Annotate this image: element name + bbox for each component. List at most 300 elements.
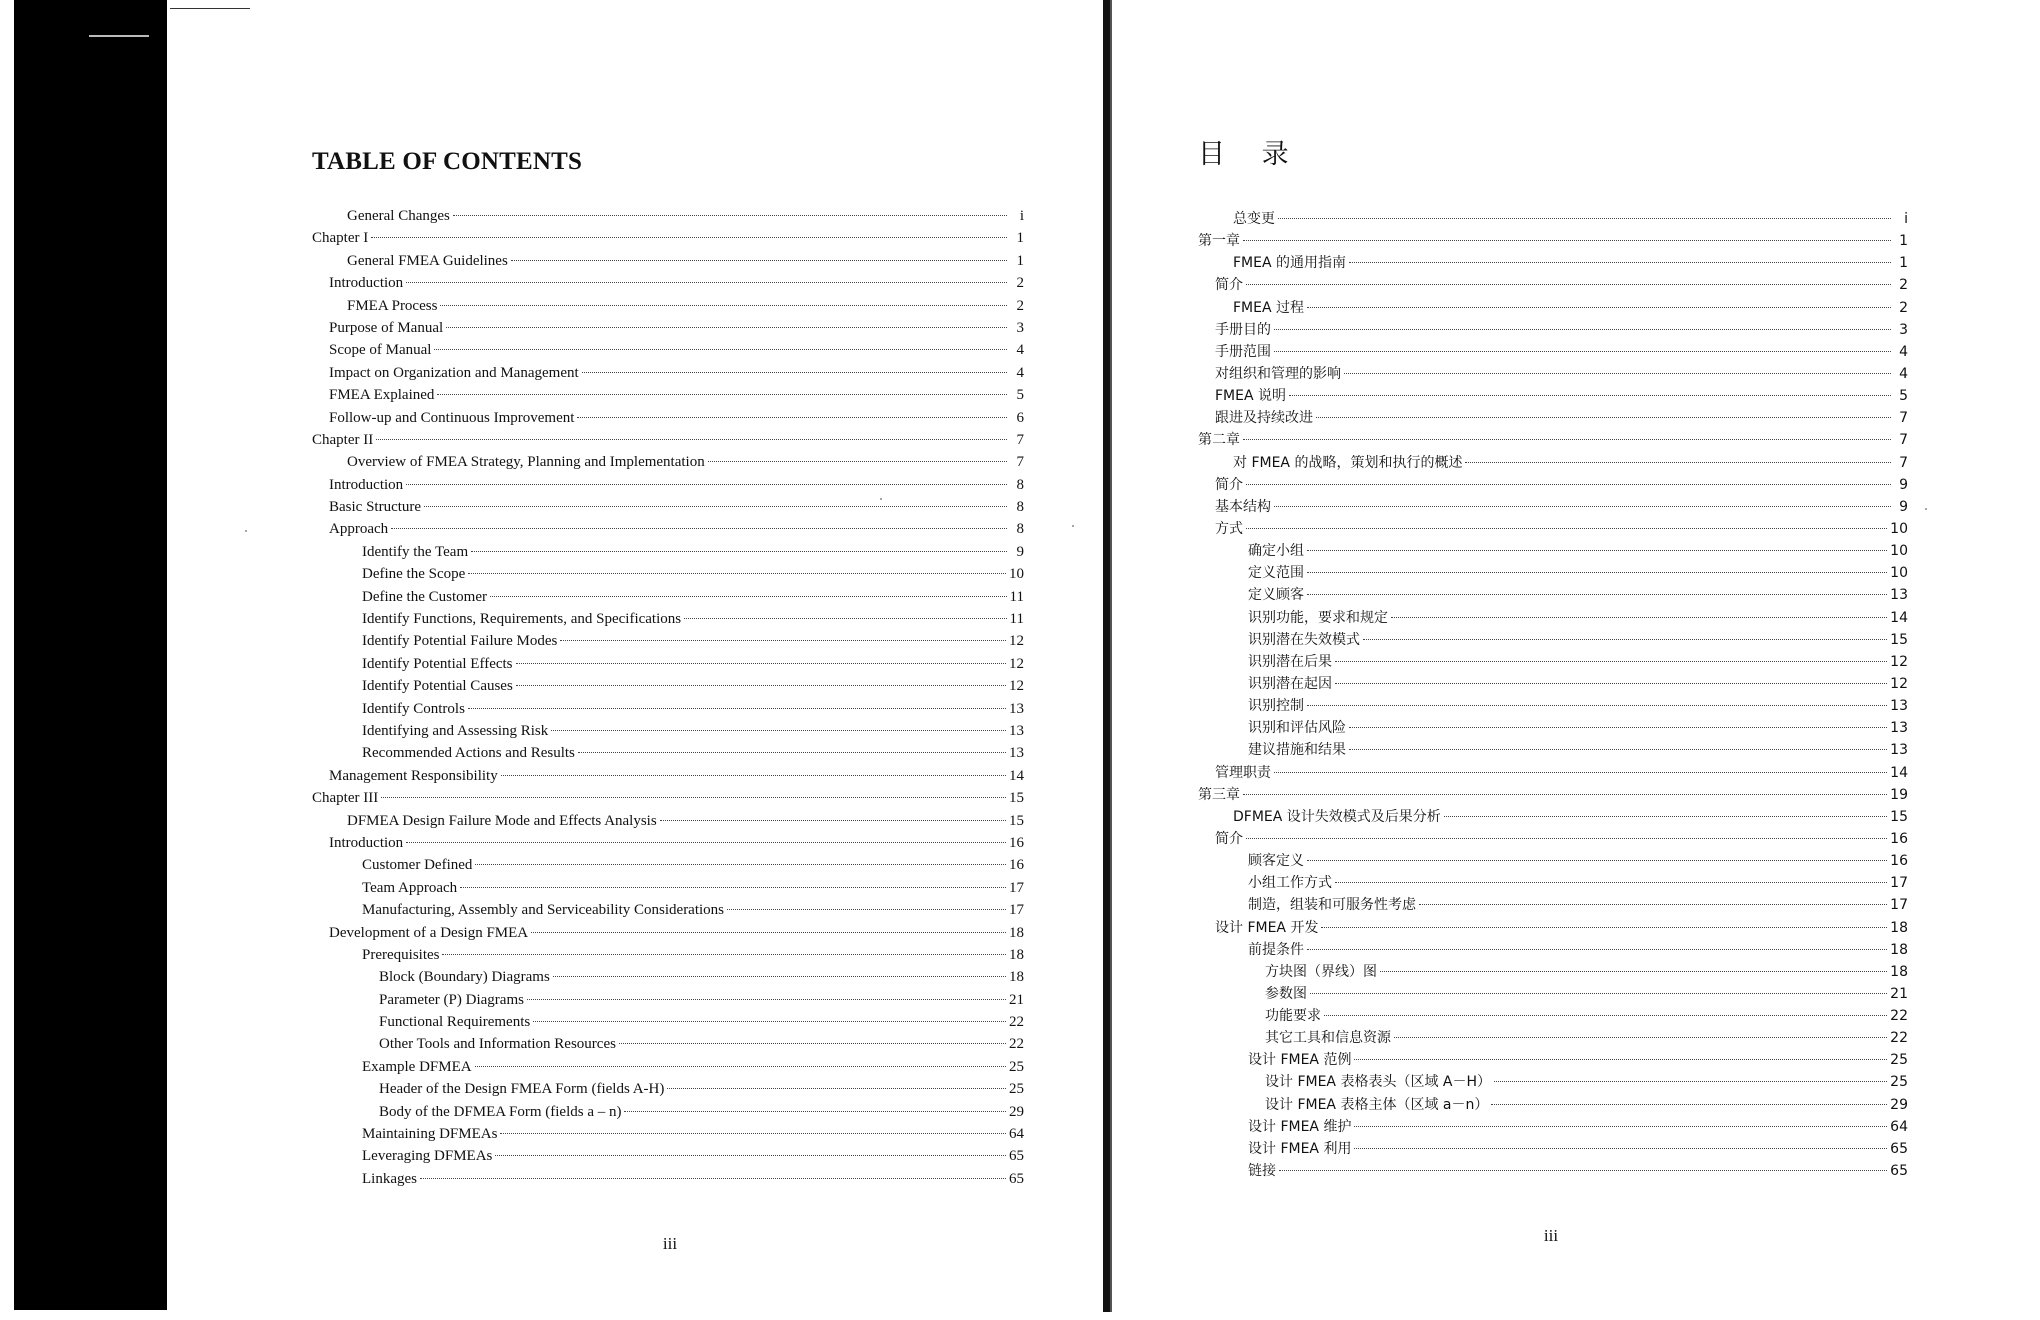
toc-entry (312, 1056, 1024, 1078)
toc-entry-label: 识别控制 (1248, 698, 1304, 715)
toc-entry-page: 14 (1890, 609, 1908, 626)
toc-entry-label: Identify the Team (362, 543, 469, 560)
toc-entry (312, 787, 1024, 809)
toc-dot-leader (442, 953, 1006, 955)
toc-entry-page: 15 (1890, 631, 1908, 648)
toc-entry-label: 跟进及持续改进 (1215, 410, 1313, 427)
toc-entry (312, 675, 1024, 697)
toc-entry-page: 25 (1009, 1081, 1024, 1098)
toc-entry-label: 手册目的 (1215, 321, 1271, 338)
toc-entry-page: 3 (1016, 319, 1024, 336)
toc-entry-page: 10 (1009, 566, 1024, 583)
toc-entry-label: Purpose of Manual (329, 319, 444, 336)
toc-entry-page: 8 (1016, 521, 1024, 538)
toc-entry (312, 922, 1024, 944)
toc-entry-page: 9 (1016, 543, 1024, 560)
toc-entry-page: 10 (1890, 565, 1908, 582)
toc-entry-label: FMEA 的通用指南 (1233, 255, 1347, 272)
toc-entry (1198, 1138, 1908, 1160)
scan-center-fold-edge (1110, 0, 1112, 1312)
toc-dot-leader (453, 214, 1007, 216)
toc-dot-leader (1246, 283, 1891, 285)
toc-entry-page: 4 (1016, 364, 1024, 381)
toc-entry-label: 方式 (1215, 520, 1243, 537)
toc-entry-label: 参数图 (1265, 985, 1307, 1002)
toc-dot-leader (1307, 859, 1887, 861)
toc-entry-page: 3 (1899, 321, 1908, 338)
toc-entry-label: 简介 (1215, 476, 1243, 493)
toc-entry (1198, 983, 1908, 1005)
toc-entry (1198, 651, 1908, 673)
toc-entry-page: 64 (1890, 1118, 1908, 1135)
toc-dot-leader (1354, 1125, 1887, 1127)
toc-entry (312, 429, 1024, 451)
toc-dot-leader (471, 550, 1007, 552)
toc-entry-label: FMEA Explained (329, 387, 435, 404)
toc-entry (312, 765, 1024, 787)
toc-entry (312, 877, 1024, 899)
toc-entry-page: 13 (1890, 720, 1908, 737)
toc-dot-leader (440, 304, 1007, 306)
toc-entry-page: 65 (1009, 1170, 1024, 1187)
toc-entry-page: 29 (1009, 1103, 1024, 1120)
toc-entry (312, 698, 1024, 720)
toc-entry-page: 21 (1009, 991, 1024, 1008)
toc-dot-leader (578, 751, 1006, 753)
toc-dot-leader (1243, 239, 1891, 241)
toc-dot-leader (1278, 217, 1891, 219)
toc-page-english (312, 145, 1024, 1190)
toc-entry-page: 6 (1016, 409, 1024, 426)
toc-entry (312, 944, 1024, 966)
toc-entry (312, 317, 1024, 339)
toc-entry-label: Maintaining DFMEAs (362, 1126, 498, 1143)
toc-entry-label: Identify Potential Effects (362, 655, 513, 672)
toc-entry (1198, 407, 1908, 429)
toc-dot-leader (551, 729, 1006, 731)
toc-entry-label: Define the Scope (362, 566, 466, 583)
toc-entry-page: 1 (1016, 252, 1024, 269)
toc-dot-leader (406, 281, 1007, 283)
toc-list (1198, 208, 1908, 1182)
toc-entry (1198, 939, 1908, 961)
toc-entry (1198, 1116, 1908, 1138)
toc-entry-page: 7 (1016, 431, 1024, 448)
toc-dot-leader (1307, 306, 1891, 308)
toc-entry-label: Define the Customer (362, 588, 487, 605)
toc-entry-page: 25 (1009, 1058, 1024, 1075)
toc-entry-page: 7 (1899, 410, 1908, 427)
toc-dot-leader (1274, 771, 1887, 773)
toc-entry-label: Approach (329, 521, 389, 538)
toc-entry-page: i (1019, 208, 1024, 224)
toc-entry-label: 链接 (1248, 1163, 1276, 1180)
toc-entry-label: Functional Requirements (379, 1014, 531, 1031)
toc-list (312, 205, 1024, 1190)
toc-dot-leader (1279, 1169, 1887, 1171)
toc-dot-leader (1307, 549, 1887, 551)
toc-dot-leader (511, 259, 1007, 261)
toc-entry (312, 966, 1024, 988)
toc-entry (312, 339, 1024, 361)
toc-dot-leader (1274, 505, 1891, 507)
toc-dot-leader (1335, 881, 1887, 883)
toc-dot-leader (1316, 416, 1891, 418)
toc-entry-page: 12 (1890, 653, 1908, 670)
toc-entry-page: 25 (1890, 1052, 1908, 1069)
toc-entry (1198, 894, 1908, 916)
toc-entry-page: 15 (1009, 812, 1024, 829)
toc-entry (1198, 584, 1908, 606)
toc-entry-page: 18 (1009, 946, 1024, 963)
toc-entry (312, 205, 1024, 227)
toc-entry-page: 14 (1009, 767, 1024, 784)
toc-entry-page: 22 (1890, 1030, 1908, 1047)
toc-entry (1198, 230, 1908, 252)
toc-entry (1198, 629, 1908, 651)
toc-entry (1198, 518, 1908, 540)
toc-entry (1198, 562, 1908, 584)
toc-entry-label: General FMEA Guidelines (347, 252, 508, 269)
toc-dot-leader (727, 908, 1006, 910)
toc-entry-label: Block (Boundary) Diagrams (379, 969, 550, 986)
toc-entry-label: Follow-up and Continuous Improvement (329, 409, 575, 426)
toc-entry-page: 14 (1890, 764, 1908, 781)
toc-dot-leader (434, 348, 1007, 350)
toc-dot-leader (1444, 815, 1887, 817)
toc-entry (312, 810, 1024, 832)
toc-entry-label: 简介 (1215, 830, 1243, 847)
toc-entry-label: Chapter I (312, 230, 369, 247)
toc-dot-leader (660, 819, 1006, 821)
toc-entry-label: Identify Potential Causes (362, 678, 513, 695)
toc-entry-page: 65 (1890, 1140, 1908, 1157)
toc-dot-leader (527, 998, 1006, 1000)
toc-dot-leader (500, 1132, 1006, 1134)
toc-dot-leader (619, 1042, 1006, 1044)
scan-speck (1072, 525, 1074, 527)
toc-entry-label: Other Tools and Information Resources (379, 1036, 616, 1053)
toc-dot-leader (1324, 1014, 1887, 1016)
toc-entry-label: Identifying and Assessing Risk (362, 722, 549, 739)
toc-dot-leader (533, 1020, 1006, 1022)
toc-entry (312, 630, 1024, 652)
scan-speck (1925, 508, 1927, 510)
toc-entry-label: Development of a Design FMEA (329, 924, 529, 941)
toc-dot-leader (376, 438, 1007, 440)
toc-entry (1198, 1071, 1908, 1093)
toc-entry-page: 13 (1009, 745, 1024, 762)
toc-entry-page: 11 (1009, 588, 1024, 605)
toc-entry-label: 顾客定义 (1248, 853, 1304, 870)
toc-entry-page: 5 (1899, 388, 1908, 405)
toc-dot-leader (495, 1154, 1006, 1156)
toc-dot-leader (1354, 1058, 1887, 1060)
toc-entry (1198, 872, 1908, 894)
toc-entry (312, 384, 1024, 406)
toc-entry-page: 18 (1009, 924, 1024, 941)
toc-entry-label: 第一章 (1198, 233, 1240, 250)
toc-entry-label: Introduction (329, 834, 404, 851)
toc-entry (1198, 1094, 1908, 1116)
page-number: iii (662, 1234, 678, 1253)
toc-entry-label: Body of the DFMEA Form (fields a – n) (379, 1103, 622, 1120)
toc-entry-label: 其它工具和信息资源 (1265, 1030, 1391, 1047)
toc-entry-label: 功能要求 (1265, 1008, 1321, 1025)
toc-entry (312, 496, 1024, 518)
toc-dot-leader (667, 1087, 1006, 1089)
toc-entry-page: 17 (1890, 897, 1908, 914)
toc-entry (1198, 828, 1908, 850)
toc-entry-page: 22 (1009, 1036, 1024, 1053)
toc-dot-leader (381, 796, 1006, 798)
toc-entry (312, 227, 1024, 249)
toc-entry-label: Chapter III (312, 790, 379, 807)
scan-speck (245, 530, 247, 532)
toc-entry (1198, 1005, 1908, 1027)
toc-entry-label: 设计 FMEA 开发 (1215, 919, 1319, 936)
toc-entry-page: 2 (1016, 297, 1024, 314)
toc-entry-page: 10 (1890, 520, 1908, 537)
toc-entry-label: Introduction (329, 275, 404, 292)
toc-dot-leader (1274, 328, 1891, 330)
toc-dot-leader (708, 460, 1007, 462)
toc-dot-leader (1344, 372, 1891, 374)
toc-dot-leader (1246, 483, 1891, 485)
toc-entry (1198, 1049, 1908, 1071)
toc-entry-label: 建议措施和结果 (1248, 742, 1346, 759)
toc-entry (1198, 274, 1908, 296)
toc-entry-page: 7 (1899, 432, 1908, 449)
toc-dot-leader (501, 774, 1006, 776)
toc-entry-label: 小组工作方式 (1248, 875, 1332, 892)
toc-page-chinese (1198, 138, 1908, 1182)
toc-entry-page: 16 (1009, 857, 1024, 874)
toc-entry-label: 第二章 (1198, 432, 1240, 449)
toc-entry-label: 手册范围 (1215, 343, 1271, 360)
toc-entry (312, 854, 1024, 876)
toc-entry (312, 899, 1024, 921)
toc-entry-label: FMEA Process (347, 297, 438, 314)
toc-entry (312, 720, 1024, 742)
toc-entry-label: 前提条件 (1248, 941, 1304, 958)
toc-entry-label: Linkages (362, 1170, 417, 1187)
toc-dot-leader (1335, 682, 1887, 684)
toc-entry (312, 832, 1024, 854)
toc-entry-label: DFMEA Design Failure Mode and Effects Analysis (347, 812, 657, 829)
toc-dot-leader (1465, 461, 1891, 463)
toc-entry (312, 1101, 1024, 1123)
toc-entry-page: i (1904, 211, 1908, 227)
toc-entry (1198, 673, 1908, 695)
toc-entry (1198, 474, 1908, 496)
toc-entry-label: Manufacturing, Assembly and Serviceability Considerations (362, 902, 725, 919)
toc-entry-label: FMEA 说明 (1215, 388, 1287, 405)
toc-entry (1198, 717, 1908, 739)
toc-entry-page: 15 (1009, 790, 1024, 807)
toc-entry-label: Header of the Design FMEA Form (fields A-H) (379, 1081, 665, 1098)
toc-dot-leader (1307, 704, 1887, 706)
toc-entry-page: 18 (1890, 963, 1908, 980)
toc-entry (312, 518, 1024, 540)
toc-dot-leader (531, 931, 1006, 933)
toc-dot-leader (1419, 903, 1887, 905)
toc-entry-page: 25 (1890, 1074, 1908, 1091)
toc-entry-label: 识别和评估风险 (1248, 720, 1346, 737)
toc-entry-page: 19 (1890, 786, 1908, 803)
toc-entry (1198, 695, 1908, 717)
toc-dot-leader (1363, 638, 1887, 640)
toc-entry (312, 541, 1024, 563)
toc-entry-page: 29 (1890, 1096, 1908, 1113)
toc-dot-leader (684, 617, 1006, 619)
toc-entry-page: 12 (1009, 655, 1024, 672)
toc-dot-leader (1307, 948, 1887, 950)
toc-dot-leader (577, 416, 1007, 418)
toc-dot-leader (1307, 593, 1887, 595)
toc-dot-leader (1243, 793, 1887, 795)
toc-entry-page: 21 (1890, 985, 1908, 1002)
toc-entry-label: 设计 FMEA 表格主体（区域 a－n） (1265, 1096, 1489, 1113)
toc-entry-label: 识别功能，要求和规定 (1248, 609, 1388, 626)
toc-entry-page: 13 (1009, 700, 1024, 717)
toc-dot-leader (582, 371, 1007, 373)
toc-entry-page: 13 (1890, 742, 1908, 759)
toc-entry (1198, 607, 1908, 629)
toc-entry-label: Leveraging DFMEAs (362, 1148, 493, 1165)
toc-dot-leader (1349, 261, 1891, 263)
toc-entry-page: 13 (1890, 587, 1908, 604)
toc-entry-page: 9 (1899, 498, 1908, 515)
toc-entry-page: 22 (1890, 1008, 1908, 1025)
toc-entry (1198, 762, 1908, 784)
toc-dot-leader (1494, 1080, 1887, 1082)
toc-dot-leader (1380, 970, 1887, 972)
toc-entry-label: 基本结构 (1215, 498, 1271, 515)
toc-entry-label: 设计 FMEA 维护 (1248, 1118, 1352, 1135)
toc-entry-page: 2 (1899, 277, 1908, 294)
toc-entry-page: 9 (1899, 476, 1908, 493)
toc-dot-leader (475, 1065, 1006, 1067)
toc-entry (312, 1011, 1024, 1033)
toc-entry-label: 简介 (1215, 277, 1243, 294)
toc-entry-label: Prerequisites (362, 946, 440, 963)
toc-entry (1198, 540, 1908, 562)
toc-entry (1198, 739, 1908, 761)
toc-entry-page: 5 (1016, 387, 1024, 404)
toc-dot-leader (560, 639, 1006, 641)
toc-entry (1198, 252, 1908, 274)
toc-title: TABLE OF CONTENTS (312, 148, 583, 175)
toc-entry-label: 设计 FMEA 表格表头（区域 A－H） (1265, 1074, 1492, 1091)
toc-entry (1198, 297, 1908, 319)
toc-dot-leader (1321, 926, 1887, 928)
toc-entry (312, 1078, 1024, 1100)
toc-entry-page: 4 (1016, 342, 1024, 359)
toc-entry (1198, 208, 1908, 230)
toc-entry-page: 10 (1890, 543, 1908, 560)
toc-entry (312, 989, 1024, 1011)
toc-entry-page: 13 (1890, 698, 1908, 715)
toc-entry-page: 12 (1009, 678, 1024, 695)
toc-entry-label: Chapter II (312, 431, 374, 448)
toc-dot-leader (1349, 726, 1887, 728)
toc-entry-label: 识别潜在起因 (1248, 675, 1332, 692)
toc-dot-leader (468, 707, 1006, 709)
toc-entry-label: Identify Functions, Requirements, and Specifications (362, 611, 682, 628)
toc-entry-page: 65 (1009, 1148, 1024, 1165)
toc-entry-page: 11 (1009, 611, 1024, 628)
toc-entry-label: 定义顾客 (1248, 587, 1304, 604)
toc-entry (312, 295, 1024, 317)
toc-entry (312, 1145, 1024, 1167)
toc-entry (1198, 385, 1908, 407)
toc-entry-label: 对 FMEA 的战略，策划和执行的概述 (1233, 454, 1463, 471)
toc-entry-page: 4 (1899, 343, 1908, 360)
toc-entry-page: 12 (1009, 633, 1024, 650)
toc-entry-label: 管理职责 (1215, 764, 1271, 781)
toc-entry-page: 65 (1890, 1163, 1908, 1180)
toc-entry (1198, 452, 1908, 474)
toc-dot-leader (1310, 992, 1887, 994)
toc-dot-leader (1491, 1103, 1887, 1105)
toc-entry (312, 742, 1024, 764)
toc-entry-label: 识别潜在后果 (1248, 653, 1332, 670)
scan-binding-shadow-left (14, 0, 167, 1310)
toc-entry-label: 对组织和管理的影响 (1215, 365, 1341, 382)
toc-entry (1198, 806, 1908, 828)
toc-entry-label: 总变更 (1233, 211, 1275, 227)
toc-entry-page: 8 (1016, 476, 1024, 493)
toc-entry (312, 407, 1024, 429)
toc-entry-page: 1 (1899, 255, 1908, 272)
toc-entry-page: 18 (1890, 919, 1908, 936)
toc-dot-leader (391, 527, 1007, 529)
toc-entry-label: Overview of FMEA Strategy, Planning and Implementation (347, 454, 705, 471)
toc-entry-page: 15 (1890, 808, 1908, 825)
toc-entry-page: 17 (1890, 875, 1908, 892)
toc-entry-page: 64 (1009, 1126, 1024, 1143)
toc-dot-leader (1391, 616, 1887, 618)
toc-dot-leader (1354, 1147, 1887, 1149)
toc-entry-label: 设计 FMEA 范例 (1248, 1052, 1352, 1069)
toc-dot-leader (446, 326, 1007, 328)
toc-entry-page: 7 (1899, 454, 1908, 471)
toc-entry (312, 474, 1024, 496)
toc-entry (1198, 1160, 1908, 1182)
toc-entry-page: 2 (1016, 275, 1024, 292)
toc-entry-label: FMEA 过程 (1233, 299, 1305, 316)
toc-entry-label: Parameter (P) Diagrams (379, 991, 524, 1008)
toc-dot-leader (1274, 350, 1891, 352)
toc-entry-page: 1 (1016, 230, 1024, 247)
toc-entry-label: Identify Controls (362, 700, 465, 717)
toc-entry-label: Management Responsibility (329, 767, 498, 784)
toc-entry-label: Scope of Manual (329, 342, 432, 359)
toc-dot-leader (490, 595, 1007, 597)
toc-entry (1198, 961, 1908, 983)
toc-entry-page: 16 (1890, 853, 1908, 870)
toc-entry-page: 13 (1009, 722, 1024, 739)
toc-dot-leader (1289, 394, 1891, 396)
toc-entry-label: Recommended Actions and Results (362, 745, 575, 762)
toc-dot-leader (1307, 571, 1887, 573)
toc-entry (312, 563, 1024, 585)
toc-entry-label: Example DFMEA (362, 1058, 472, 1075)
toc-dot-leader (516, 662, 1006, 664)
toc-entry (312, 608, 1024, 630)
toc-dot-leader (1335, 660, 1887, 662)
